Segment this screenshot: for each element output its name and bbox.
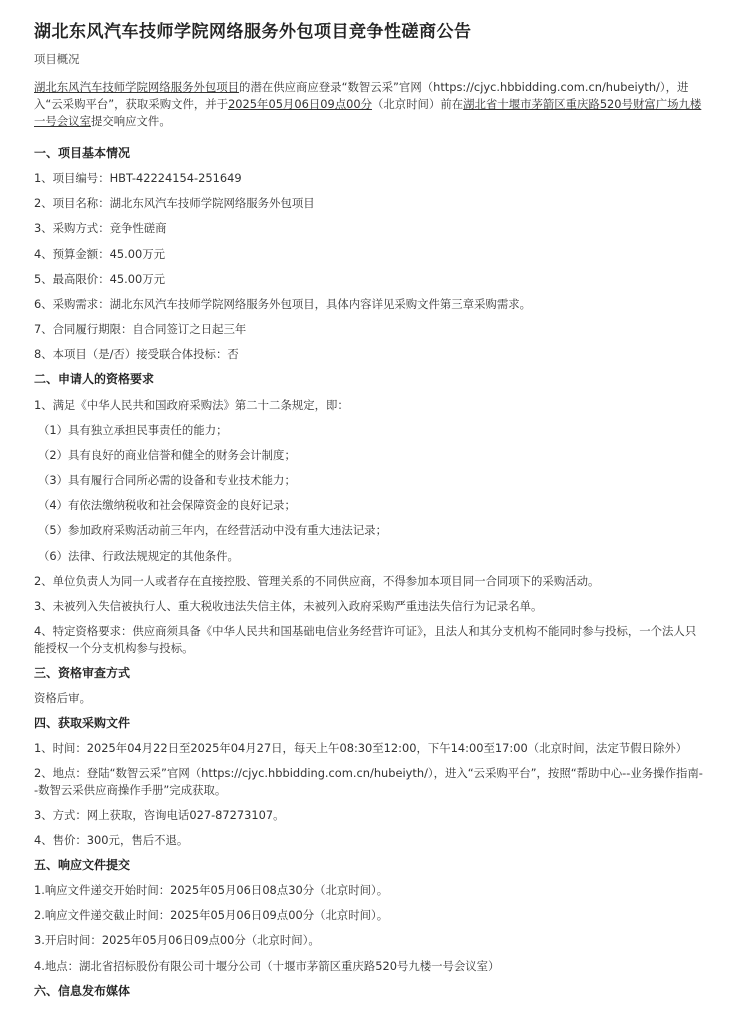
s2-item: 2、单位负责人为同一人或者存在直接控股、管理关系的不同供应商，不得参加本项目同一合同项下的采购活动。 (34, 574, 600, 588)
s5-item: 3.开启时间：2025年05月06日09点00分（北京时间）。 (34, 933, 320, 947)
s4-item: 4、售价：300元，售后不退。 (34, 833, 189, 847)
intro-text-2: （北京时间）前在 (371, 97, 464, 111)
s1-item: 5、最高限价：45.00万元 (34, 272, 165, 286)
s2-subitem: （6）法律、行政法规规定的其他条件。 (38, 549, 239, 563)
s2-subitem: （2）具有良好的商业信誉和健全的财务会计制度； (38, 448, 296, 462)
section-3-heading: 三、资格审查方式 (34, 666, 131, 680)
section-6-heading: 六、信息发布媒体 (34, 984, 131, 998)
s5-item: 4.地点：湖北省招标股份有限公司十堰分公司（十堰市茅箭区重庆路520号九楼一号会议室） (34, 959, 500, 973)
intro-text-1: 的潜在供应商应登录“数智云采”官网（https://cjyc.hbbidding.com.cn/hubeiyth/），进入“云采购平台”，获取采购文件，并于 (34, 80, 689, 111)
section-5-heading: 五、响应文件提交 (34, 858, 131, 872)
s1-item: 8、本项目（是/否）接受联合体投标：否 (34, 347, 239, 361)
intro-paragraph (34, 79, 706, 130)
s4-item: 2、地点：登陆“数智云采”官网（https://cjyc.hbbidding.com.cn/hubeiyth/），进入“云采购平台”，按照“帮助中心--业务操作指南--数智云采供应商操作手册”完成获取。 (34, 766, 703, 797)
s2-item: 3、未被列入失信被执行人、重大税收违法失信主体，未被列入政府采购严重违法失信行为记录名单。 (34, 599, 543, 613)
s1-item: 3、采购方式：竞争性磋商 (34, 221, 167, 235)
s1-item: 6、采购需求：湖北东风汽车技师学院网络服务外包项目，具体内容详见采购文件第三章采购需求。 (34, 297, 532, 311)
section-1-heading: 一、项目基本情况 (34, 146, 131, 160)
s1-item: 1、项目编号：HBT-42224154-251649 (34, 171, 242, 185)
s5-item: 2.响应文件递交截止时间：2025年05月06日09点00分（北京时间）。 (34, 908, 389, 922)
s1-item: 4、预算金额：45.00万元 (34, 247, 165, 261)
s1-item: 2、项目名称：湖北东风汽车技师学院网络服务外包项目 (34, 196, 315, 210)
s4-item: 3、方式：网上获取，咨询电话027-87273107。 (34, 808, 285, 822)
intro-text-3: 提交响应文件。 (90, 114, 171, 128)
project-name-link[interactable]: 湖北东风汽车技师学院网络服务外包项目 (34, 80, 240, 94)
s5-item: 1.响应文件递交开始时间：2025年05月06日08点30分（北京时间）。 (34, 883, 389, 897)
s3-text: 资格后审。 (34, 691, 91, 705)
s1-item: 7、合同履行期限：自合同签订之日起三年 (34, 322, 247, 336)
section-4-heading: 四、获取采购文件 (34, 716, 131, 730)
section-2-heading: 二、申请人的资格要求 (34, 372, 155, 386)
s2-subitem: （4）有依法缴纳税收和社会保障资金的良好记录； (38, 498, 296, 512)
overview-label: 项目概况 (34, 52, 80, 66)
page-title: 湖北东风汽车技师学院网络服务外包项目竞争性磋商公告 (34, 22, 472, 42)
s2-item: 1、满足《中华人民共和国政府采购法》第二十二条规定，即： (34, 398, 349, 412)
location-link[interactable]: 湖北省十堰市茅箭区重庆路520号财富广场九楼一号会议室 (34, 97, 702, 128)
s2-subitem: （1）具有独立承担民事责任的能力； (38, 423, 228, 437)
s4-item: 1、时间：2025年04月22日至2025年04月27日，每天上午08:30至12:00，下午14:00至17:00（北京时间，法定节假日除外） (34, 741, 688, 755)
s2-subitem: （3）具有履行合同所必需的设备和专业技术能力； (38, 473, 296, 487)
s2-subitem: （5）参加政府采购活动前三年内，在经营活动中没有重大违法记录； (38, 523, 387, 537)
deadline-text: 2025年05月06日09点00分 (228, 97, 372, 111)
s2-item: 4、特定资格要求：供应商须具备《中华人民共和国基础电信业务经营许可证》，且法人和其分支机构不能同时参与投标，一个法人只能授权一个分支机构参与投标。 (34, 624, 697, 655)
